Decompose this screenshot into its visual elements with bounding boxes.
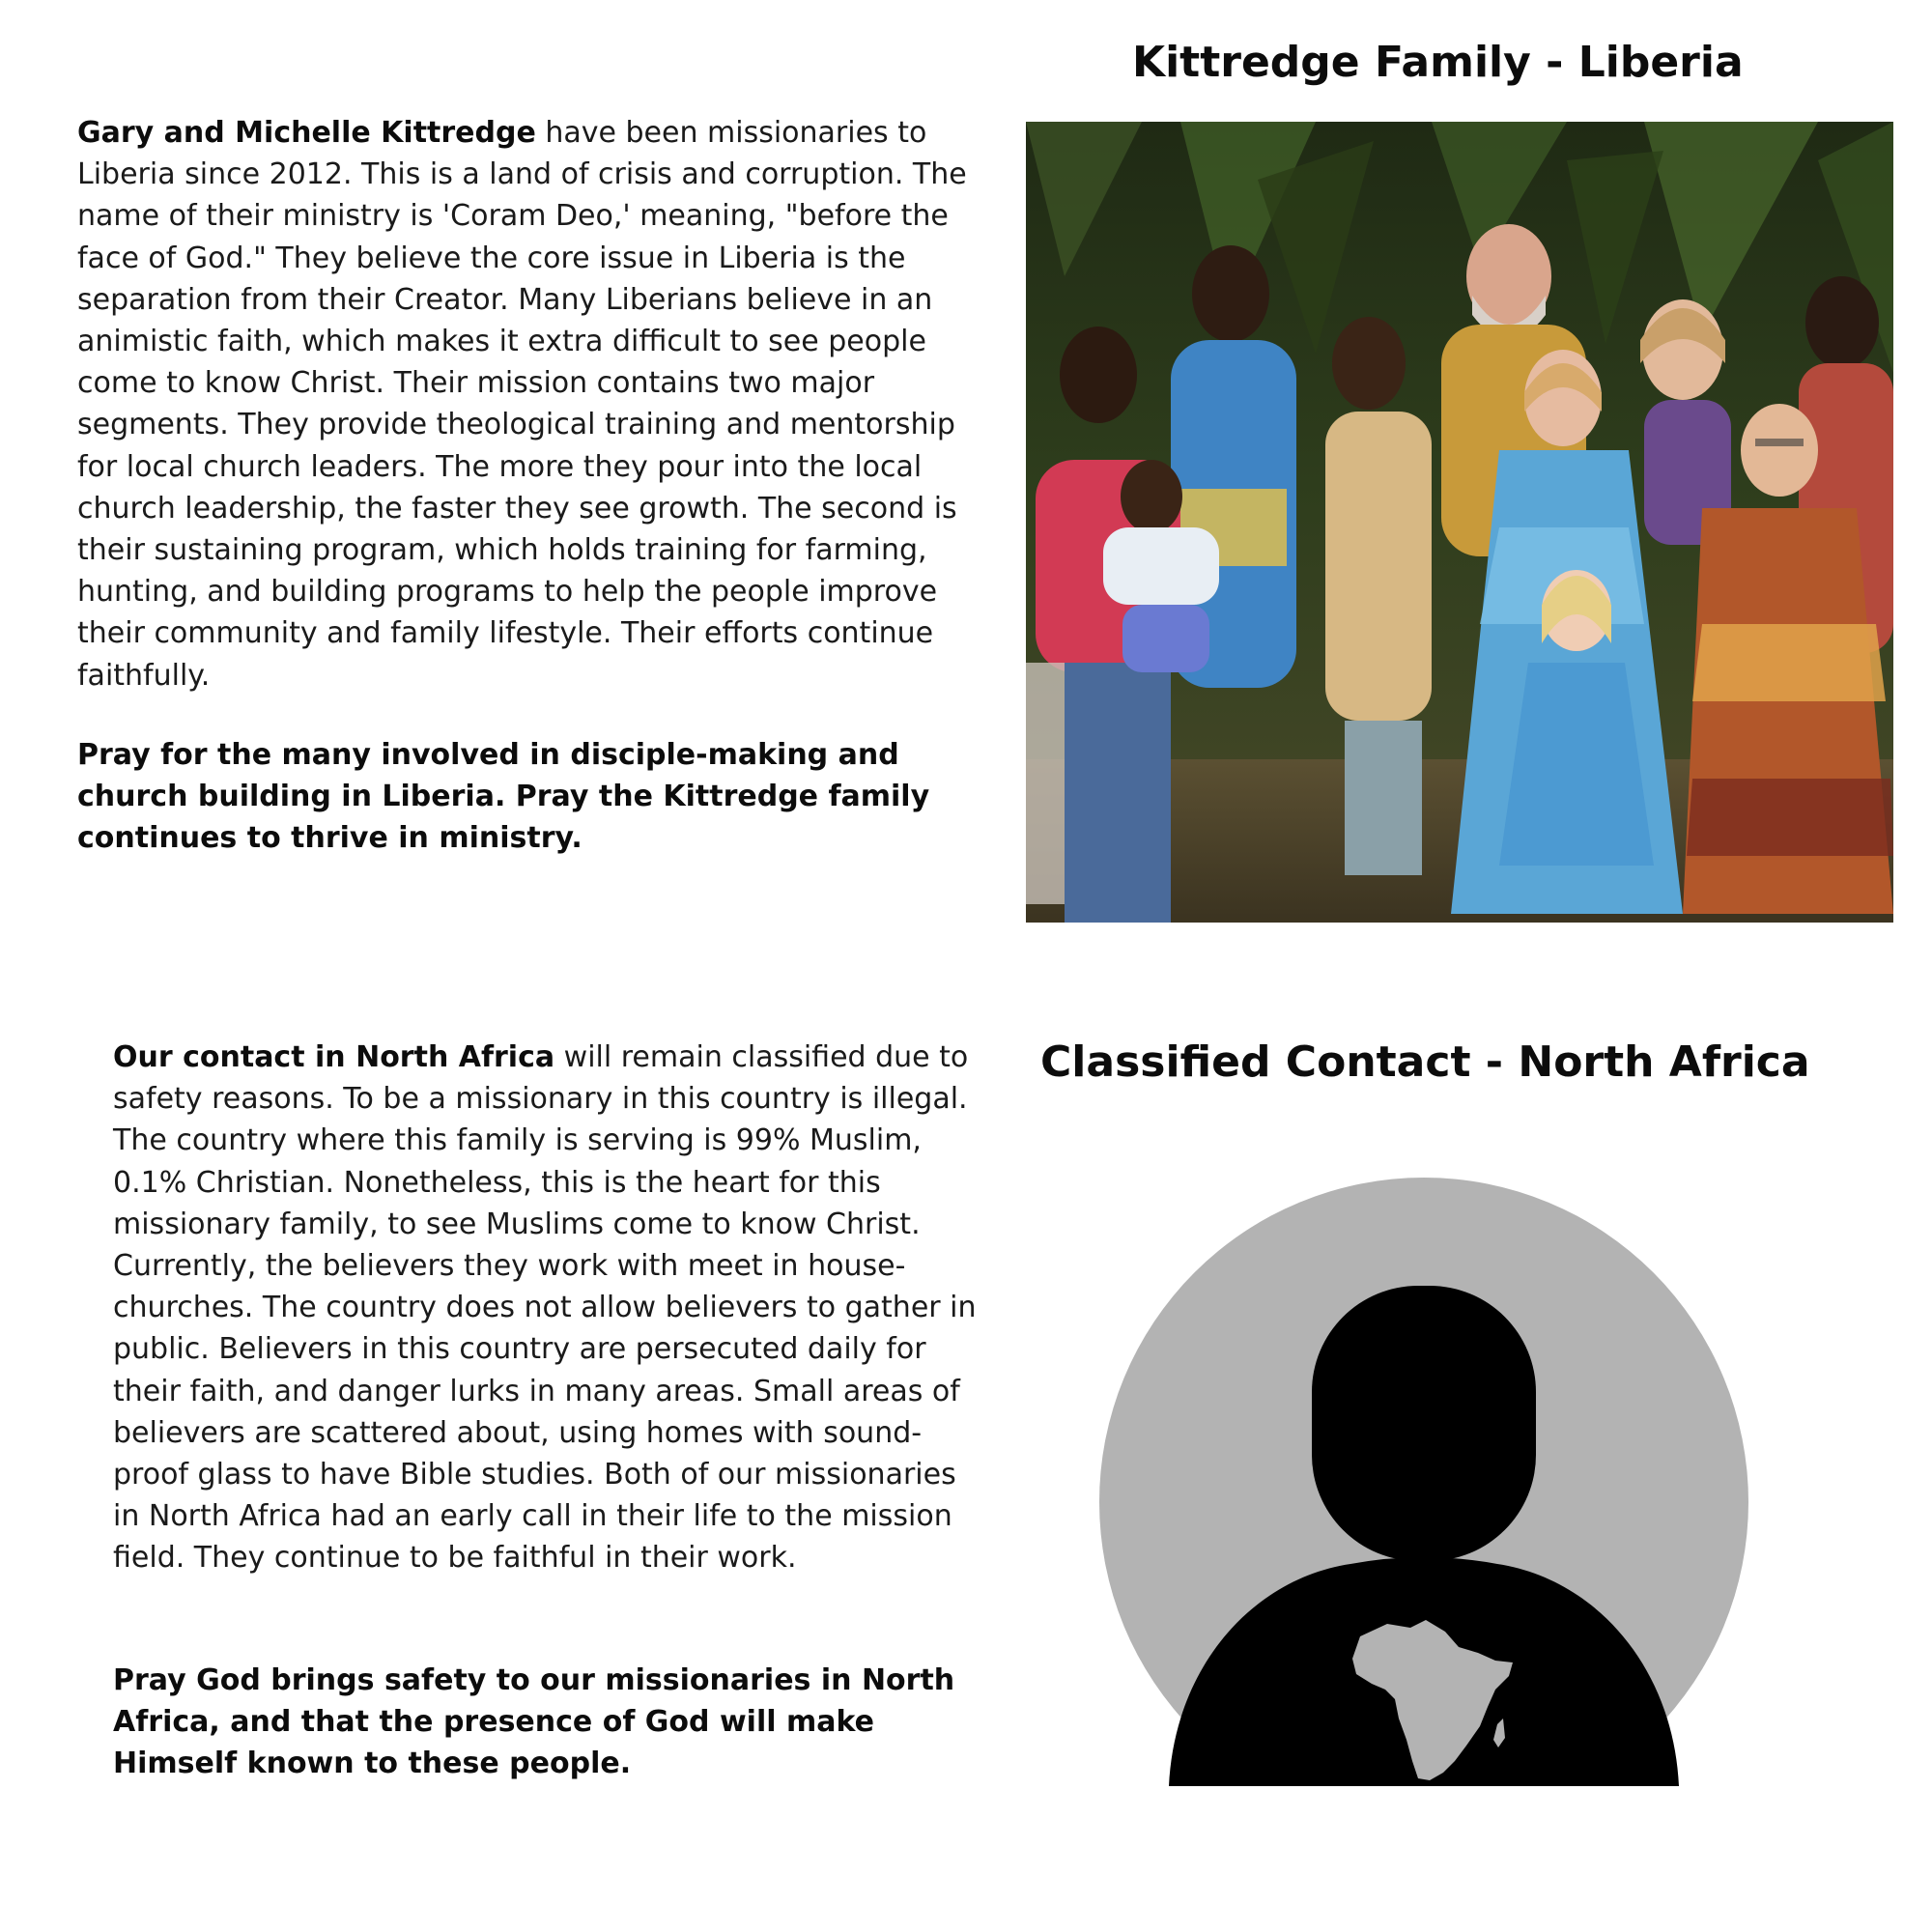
- description-north-africa: [113, 1037, 982, 1579]
- person-silhouette-icon: [1099, 1178, 1748, 1786]
- body-north-africa: will remain classified due to safety reasons. To be a missionary in this country is illegal. The country where this family is serving is 99% Muslim, 0.1% Christian. Nonetheless, this is the heart for this missionary family, to see Muslims come to know Christ. Currently, the believers they work with meet in house-churches. The country does not allow believers to gather in public. Believers in this country are persecuted daily for their faith, and danger lurks in many areas. Small areas of believers are scattered about, using homes with sound-proof glass to have Bible studies. Both of our missionaries in North Africa had an early call in their life to the mission field. They continue to be faithful in their work.: [113, 1040, 977, 1576]
- body-liberia: have been missionaries to Liberia since 2012. This is a land of crisis and corruption. The name of their ministry is 'Coram Deo,' meaning, "before the face of God." They believe the core issue in Liberia is the separation from their Creator. Many Liberians believe in an animistic faith, which makes it extra difficult to see people come to know Christ. Their mission contains two major segments. They provide theological training and mentorship for local church leaders. The more they pour into the local church leadership, the faster they see growth. The second is their sustaining program, which holds training for farming, hunting, and building programs to help the people improve their community and family lifestyle. Their efforts continue faithfully.: [77, 116, 967, 693]
- prayer-liberia: Pray for the many involved in disciple-making and church building in Liberia. Pray the Kittredge family continues to thrive in ministry.: [77, 738, 930, 856]
- family-group-photo: [1026, 122, 1893, 923]
- lead-liberia: Gary and Michelle Kittredge: [77, 116, 536, 150]
- section-title-north-africa: Classified Contact - North Africa: [1040, 1037, 1810, 1087]
- description-liberia: [77, 112, 980, 696]
- lead-north-africa: Our contact in North Africa: [113, 1040, 555, 1074]
- section-title-liberia: Kittredge Family - Liberia: [1132, 38, 1744, 87]
- prayer-north-africa: Pray God brings safety to our missionaries in North Africa, and that the presence of God will make Himself known to these people.: [113, 1663, 955, 1781]
